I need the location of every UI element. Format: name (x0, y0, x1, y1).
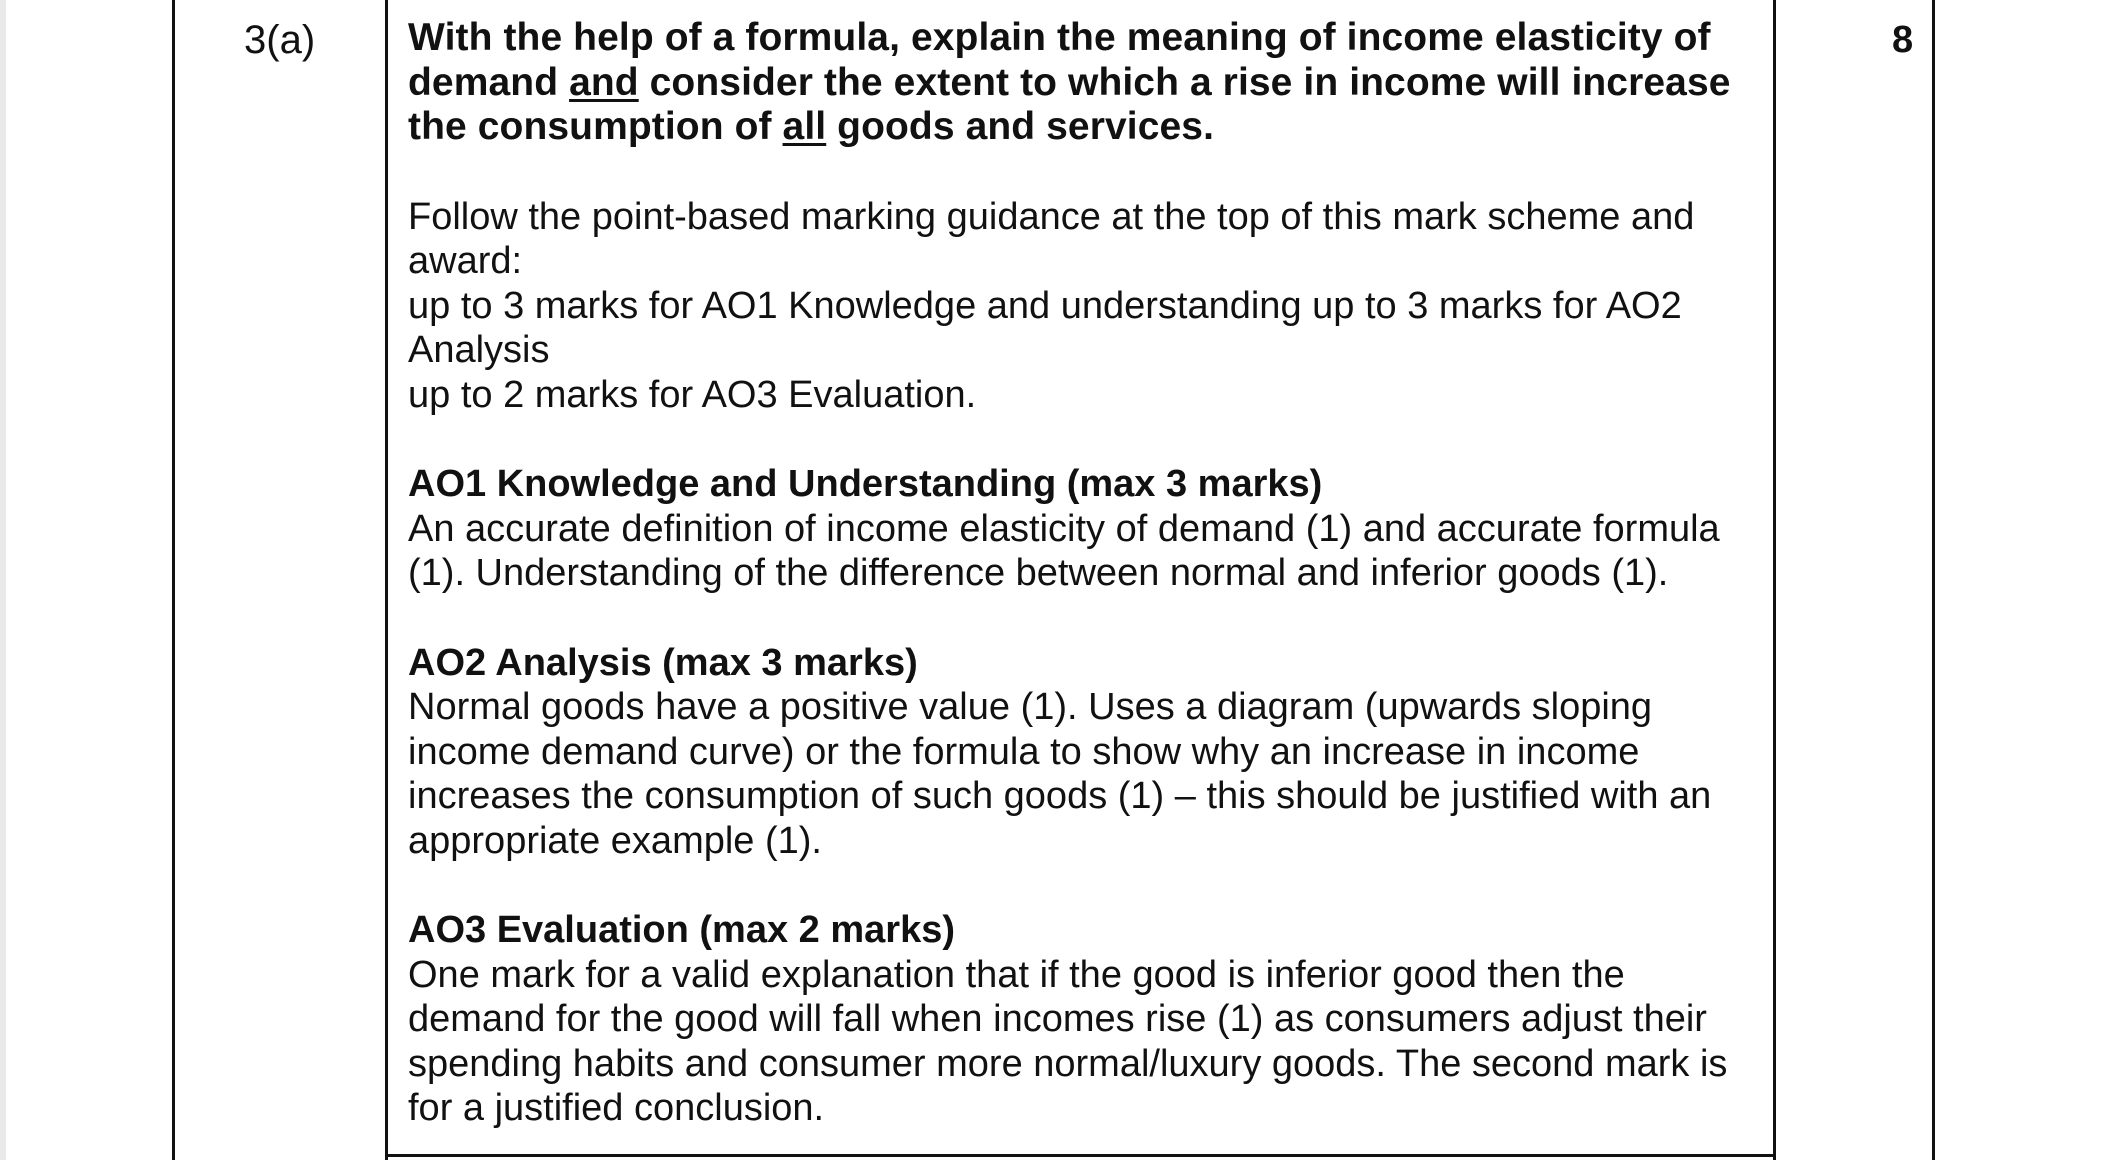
guidance-ao1-ao2: up to 3 marks for AO1 Knowledge and understanding up to 3 marks for AO2 Analysis (408, 284, 1682, 371)
question-underlined-and: and (569, 60, 639, 104)
table-border-bottom (385, 1154, 1776, 1157)
table-border-question-left (385, 0, 388, 1160)
spacer (408, 596, 1758, 641)
question-text (408, 16, 1758, 150)
spacer (408, 150, 1758, 195)
ao1-body: An accurate definition of income elasticity of demand (1) and accurate formula (1). Understanding of the difference between normal and inferior goods (1). (408, 507, 1720, 594)
mark-scheme-content (408, 16, 1758, 1131)
table-border-right (1932, 0, 1935, 1160)
ao2-body: Normal goods have a positive value (1). Uses a diagram (upwards sloping income demand curve) or the formula to show why an increase in income increases the consumption of such goods (1) – this should be justified with an appropriate example (1). (408, 686, 1712, 862)
table-border-question-right (1773, 0, 1776, 1160)
spacer (408, 417, 1758, 462)
question-text-part2: consider the extent to which a rise in income will increase the consumption of (408, 60, 1731, 148)
question-text-part3: goods and services. (826, 105, 1215, 148)
ao2-heading: AO2 Analysis (max 3 marks) (408, 641, 918, 684)
question-number: 3(a) (244, 18, 316, 62)
question-marks: 8 (1892, 19, 1914, 61)
guidance-ao3: up to 2 marks for AO3 Evaluation. (408, 373, 977, 416)
table-border-left (172, 0, 175, 1160)
page-gutter (0, 0, 6, 1160)
spacer (408, 863, 1758, 908)
guidance-intro: Follow the point-based marking guidance at the top of this mark scheme and award: (408, 195, 1695, 282)
ao3-heading: AO3 Evaluation (max 2 marks) (408, 909, 955, 951)
question-text-part1: With the help of a formula, explain the meaning of income elasticity of demand (408, 16, 1711, 104)
ao3-body: One mark for a valid explanation that if the good is inferior good then the demand for the good will fall when incomes rise (1) as consumers adjust their spending habits and consumer more normal/luxury goods. The second mark is for a justified conclusion. (408, 953, 1728, 1129)
ao1-heading: AO1 Knowledge and Understanding (max 3 marks) (408, 463, 1323, 505)
question-underlined-all: all (782, 105, 827, 148)
